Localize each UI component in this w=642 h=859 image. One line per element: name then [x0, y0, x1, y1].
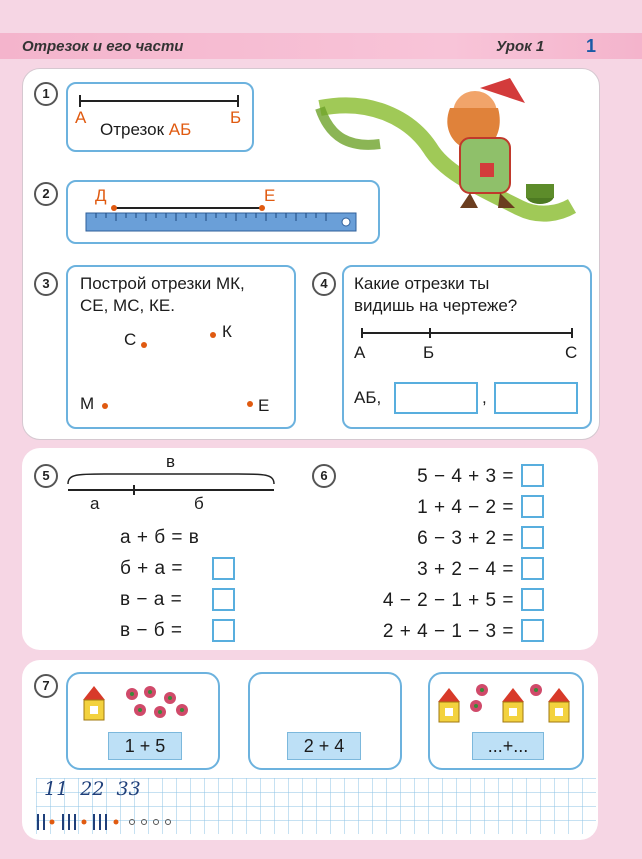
point-b4-label: Б	[423, 343, 435, 362]
task-4-text-line1: Какие отрезки ты	[354, 274, 490, 293]
equation-2: б + а =	[120, 558, 183, 579]
point-e-label: Е	[264, 186, 276, 205]
point-e3-dot	[247, 401, 253, 407]
part-a-label: а	[90, 494, 100, 513]
task-1-number: 1	[34, 82, 58, 106]
equation-3: в − а =	[120, 589, 183, 610]
task-3-text-line2: СЕ, МС, КЕ.	[80, 296, 175, 315]
answer-prefix: АБ,	[354, 388, 382, 407]
equation-4-answer[interactable]	[212, 619, 235, 642]
point-m-label: М	[80, 394, 95, 413]
brace-top-label: в	[166, 452, 176, 471]
point-e3-label: Е	[258, 396, 270, 415]
point-k-dot	[210, 332, 216, 338]
task-4-text-line2: видишь на чертеже?	[354, 296, 518, 315]
equation-3-answer[interactable]	[212, 588, 235, 611]
lesson-number-label: Урок 1	[496, 38, 545, 55]
expression-3: 6 − 3 + 2 =	[417, 528, 514, 549]
point-c-dot	[141, 342, 147, 348]
task-5-number: 5	[34, 464, 58, 488]
expression-4: 3 + 2 − 4 =	[417, 559, 514, 580]
point-d-label: Д	[95, 186, 107, 205]
segment-caption-name: АБ	[168, 120, 192, 139]
answer-box-2[interactable]	[494, 382, 578, 414]
equation-4: в − б =	[120, 620, 183, 641]
answer-box-1[interactable]	[394, 382, 478, 414]
expression-2-answer[interactable]	[521, 495, 544, 518]
equation-2-answer[interactable]	[212, 557, 235, 580]
task-4-number: 4	[312, 272, 336, 296]
expression-4-answer[interactable]	[521, 557, 544, 580]
page-number: 1	[586, 36, 597, 56]
point-m-dot	[102, 403, 108, 409]
segment-abc-drawing	[354, 326, 580, 342]
gnome-with-ribbon-illustration	[310, 78, 580, 248]
lesson-topic-title: Отрезок и его части	[22, 38, 184, 55]
point-k-label: К	[222, 322, 232, 341]
card-2-expression: 2 + 4	[287, 732, 361, 760]
task-2-number: 2	[34, 182, 58, 206]
point-c-label: С	[124, 330, 137, 349]
segment-caption-word: Отрезок	[100, 120, 165, 139]
equation-1: а + б = в	[120, 527, 200, 548]
task-7-number: 7	[34, 674, 58, 698]
part-b-label: б	[194, 494, 204, 513]
expression-5: 4 − 2 − 1 + 5 =	[382, 590, 514, 611]
card-1-expression: 1 + 5	[108, 732, 182, 760]
expression-5-answer[interactable]	[521, 588, 544, 611]
expression-1-answer[interactable]	[521, 464, 544, 487]
segment-parts-brace	[64, 470, 278, 496]
expression-1: 5 − 4 + 3 =	[417, 466, 514, 487]
task-6-number: 6	[312, 464, 336, 488]
task-3-text-line1: Построй отрезки МК,	[80, 274, 245, 293]
houses-and-flowers-3	[436, 680, 572, 728]
house-and-flowers-1	[80, 682, 205, 722]
expression-6: 2 + 4 − 1 − 3 =	[382, 621, 514, 642]
point-a-label: А	[75, 108, 87, 127]
segment-caption	[100, 120, 191, 140]
writing-sample: 11 22 33	[44, 778, 141, 800]
answer-separator: ,	[482, 388, 487, 407]
expression-2: 1 + 4 − 2 =	[417, 497, 514, 518]
point-c4-label: С	[565, 343, 578, 362]
task-3-number: 3	[34, 272, 58, 296]
card-3-expression: ...+...	[472, 732, 544, 760]
expression-6-answer[interactable]	[521, 619, 544, 642]
expression-3-answer[interactable]	[521, 526, 544, 549]
point-b-label: Б	[230, 108, 242, 127]
point-a4-label: А	[354, 343, 366, 362]
